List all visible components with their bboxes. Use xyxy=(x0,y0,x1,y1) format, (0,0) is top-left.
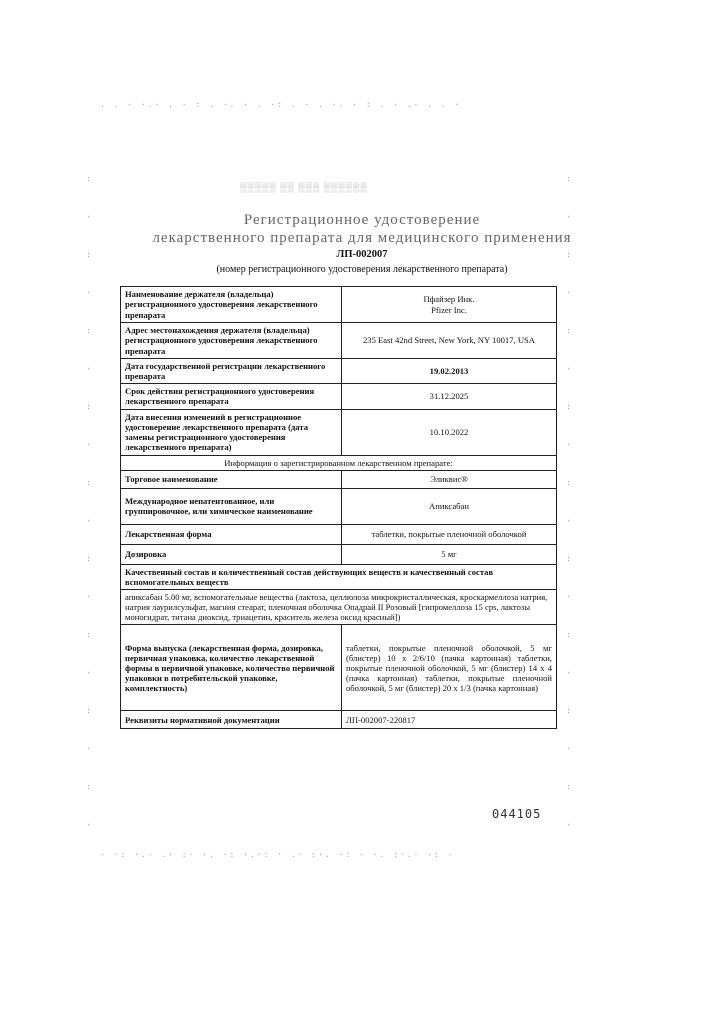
registration-date-label: Дата государственной регистрации лекарственного препарата xyxy=(121,359,342,384)
table-row xyxy=(121,323,557,359)
info-heading: Информация о зарегистрированном лекарственном препарате: xyxy=(121,455,557,470)
changes-date-label: Дата внесения изменений в регистрационное удостоверение лекарственного препарата (дата замены регистрационного удостоверения лекарственного препарата) xyxy=(121,409,342,455)
table-row xyxy=(121,287,557,323)
trade-name-value: Эликвис® xyxy=(342,470,557,488)
scan-noise-bottom: · ·: ·.· .· :· ·. ·: ·.·: · .· :·. ·: · ·. :·.· ·: · xyxy=(100,850,455,859)
document-title-line2: лекарственного препарата для медицинского применения xyxy=(152,230,572,246)
holder-name-value: Пфайзер Инк. Pfizer Inc. xyxy=(342,287,557,323)
table-row xyxy=(121,455,557,470)
validity-label: Срок действия регистрационного удостоверения лекарственного препарата xyxy=(121,384,342,409)
registration-number: ЛП-002007 xyxy=(336,249,388,260)
registration-number-caption: (номер регистрационного удостоверения лекарственного препарата) xyxy=(216,264,508,275)
scan-noise-left: : · : · : · : · : · : · : · : · : · xyxy=(86,174,93,829)
strength-value: 5 мг xyxy=(342,544,557,564)
strength-label: Дозировка xyxy=(121,544,342,564)
holder-name-label: Наименование держателя (владельца) регистрационного удостоверения лекарственного препарата xyxy=(121,287,342,323)
release-form-value: таблетки, покрытые пленочной оболочкой, 5 мг (блистер) 10 х 2/6/10 (пачка картонная) таблетки, покрытые пленочной оболочкой, 5 мг (блистер) 14 х 4 (пачка картонная) таблетки, покрытые пленочной оболочкой, 5 мг (блистер) 20 х 1/3 (пачка картонная) xyxy=(342,625,557,711)
table-row xyxy=(121,564,557,589)
table-row xyxy=(121,544,557,564)
changes-date-value: 10.10.2022 xyxy=(342,409,557,455)
table-row xyxy=(121,359,557,384)
scan-noise-right: : · : · : · : · : · : · : · : · : · xyxy=(566,174,573,829)
table-row xyxy=(121,589,557,624)
inn-label: Международное непатентованное, или группировочное, или химическое наименование xyxy=(121,488,342,524)
composition-heading: Качественный состав и количественный состав действующих веществ и качественный состав вспомогательных веществ xyxy=(121,564,557,589)
form-serial-number: 044105 xyxy=(492,807,542,821)
dosage-form-value: таблетки, покрытые пленочной оболочкой xyxy=(342,524,557,544)
registration-table xyxy=(120,286,557,729)
inn-value: Апиксабан xyxy=(342,488,557,524)
holder-address-value: 235 East 42nd Street, New York, NY 10017, USA xyxy=(342,323,557,359)
table-row xyxy=(121,524,557,544)
table-row xyxy=(121,711,557,729)
table-row xyxy=(121,409,557,455)
table-row xyxy=(121,488,557,524)
document-title-line1: Регистрационное удостоверение xyxy=(243,212,481,228)
normative-docs-value: ЛП-002007-220817 xyxy=(342,711,557,729)
table-row xyxy=(121,384,557,409)
release-form-label: Форма выпуска (лекарственная форма, дозировка, первичная упаковка, количество лекарственной формы в первичной упаковке, количество первичной упаковки в потребительской упаковке, комплектность) xyxy=(121,625,342,711)
table-row xyxy=(121,470,557,488)
holder-address-label: Адрес местонахождения держателя (владельца) регистрационного удостоверения лекарственного препарата xyxy=(121,323,342,359)
table-row xyxy=(121,625,557,711)
validity-value: 31.12.2025 xyxy=(342,384,557,409)
composition-text: апиксабан 5.00 мг, вспомогательные вещества (лактоза, целлюлоза микрокристаллическая, кроскармеллоза натрия, натрия лаурилсульфат, магния стеарат, пленочная оболочка Опадрай II Розовый [гипромеллоза 15 cps, лактозы моногидрат, титана диоксид, триацетин, краситель железа оксид красный]) xyxy=(121,589,557,624)
normative-docs-label: Реквизиты нормативной документации xyxy=(121,711,342,729)
dosage-form-label: Лекарственная форма xyxy=(121,524,342,544)
trade-name-label: Торговое наименование xyxy=(121,470,342,488)
registration-date-value: 19.02.2013 xyxy=(342,359,557,384)
faded-emblem-mark: ▒▒▒▒▒ ▒▒ ▒▒▒ ▒▒▒▒▒▒ xyxy=(240,182,368,192)
scan-noise-top: . . · ·.· . · : . ·. · . ·: . · . ·. · : . · .· . . · xyxy=(100,100,462,109)
